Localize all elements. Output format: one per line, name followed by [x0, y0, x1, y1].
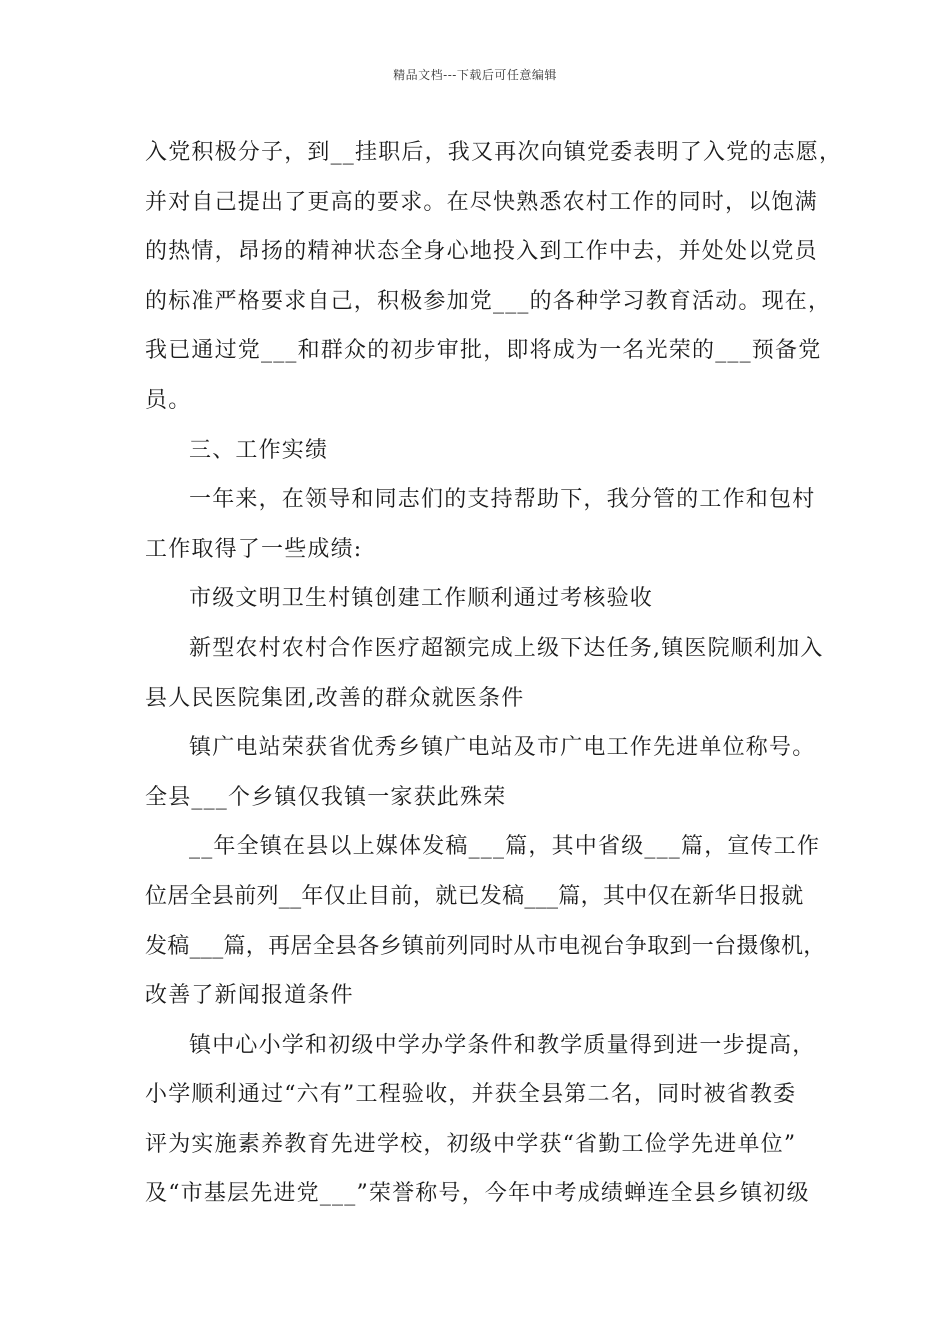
- text-line: 的热情，昂扬的精神状态全身心地投入到工作中去，并处处以党员: [145, 239, 818, 265]
- text-line: 入党积极分子，到__挂职后，我又再次向镇党委表明了入党的志愿，: [145, 140, 843, 165]
- text-line: __年全镇在县以上媒体发稿___篇，其中省级___篇，宣传工作: [189, 834, 821, 860]
- document-body: [145, 128, 843, 1219]
- text-line: 位居全县前列__年仅止目前，就已发稿___篇，其中仅在新华日报就: [145, 883, 804, 909]
- text-line: 改善了新闻报道条件: [145, 983, 354, 1009]
- text-line: 镇广电站荣获省优秀乡镇广电站及市广电工作先进单位称号。: [189, 735, 816, 761]
- text-line: 并对自己提出了更高的要求。在尽快熟悉农村工作的同时，以饱满: [145, 189, 818, 215]
- text-line: 市级文明卫生村镇创建工作顺利通过考核验收: [189, 586, 654, 612]
- page-header: 精品文档---下载后可任意编辑: [393, 68, 557, 82]
- text-line: 及“市基层先进党___”荣誉称号，今年中考成绩蝉连全县乡镇初级: [145, 1181, 810, 1207]
- text-line: 全县___个乡镇仅我镇一家获此殊荣: [145, 784, 507, 810]
- text-line: 新型农村农村合作医疗超额完成上级下达任务,镇医院顺利加入: [189, 635, 824, 661]
- text-line: 发稿___篇，再居全县各乡镇前列同时从市电视台争取到一台摄像机，: [145, 933, 826, 959]
- text-line: 的标准严格要求自己，积极参加党___的各种学习教育活动。现在，: [145, 288, 832, 314]
- text-line: 评为实施素养教育先进学校，初级中学获“省勤工俭学先进单位”: [145, 1131, 797, 1157]
- text-line: 一年来，在领导和同志们的支持帮助下，我分管的工作和包村: [189, 487, 816, 513]
- text-line: 员。: [145, 387, 192, 413]
- text-line: 镇中心小学和初级中学办学条件和教学质量得到进一步提高，: [189, 1032, 816, 1058]
- text-line: 小学顺利通过“六有”工程验收，并获全县第二名，同时被省教委: [145, 1082, 797, 1108]
- text-line: 我已通过党___和群众的初步审批，即将成为一名光荣的___预备党: [145, 338, 822, 364]
- text-line: 工作取得了一些成绩:: [145, 536, 363, 562]
- text-line: 县人民医院集团,改善的群众就医条件: [145, 685, 525, 711]
- section-heading: 三、工作实绩: [189, 437, 329, 463]
